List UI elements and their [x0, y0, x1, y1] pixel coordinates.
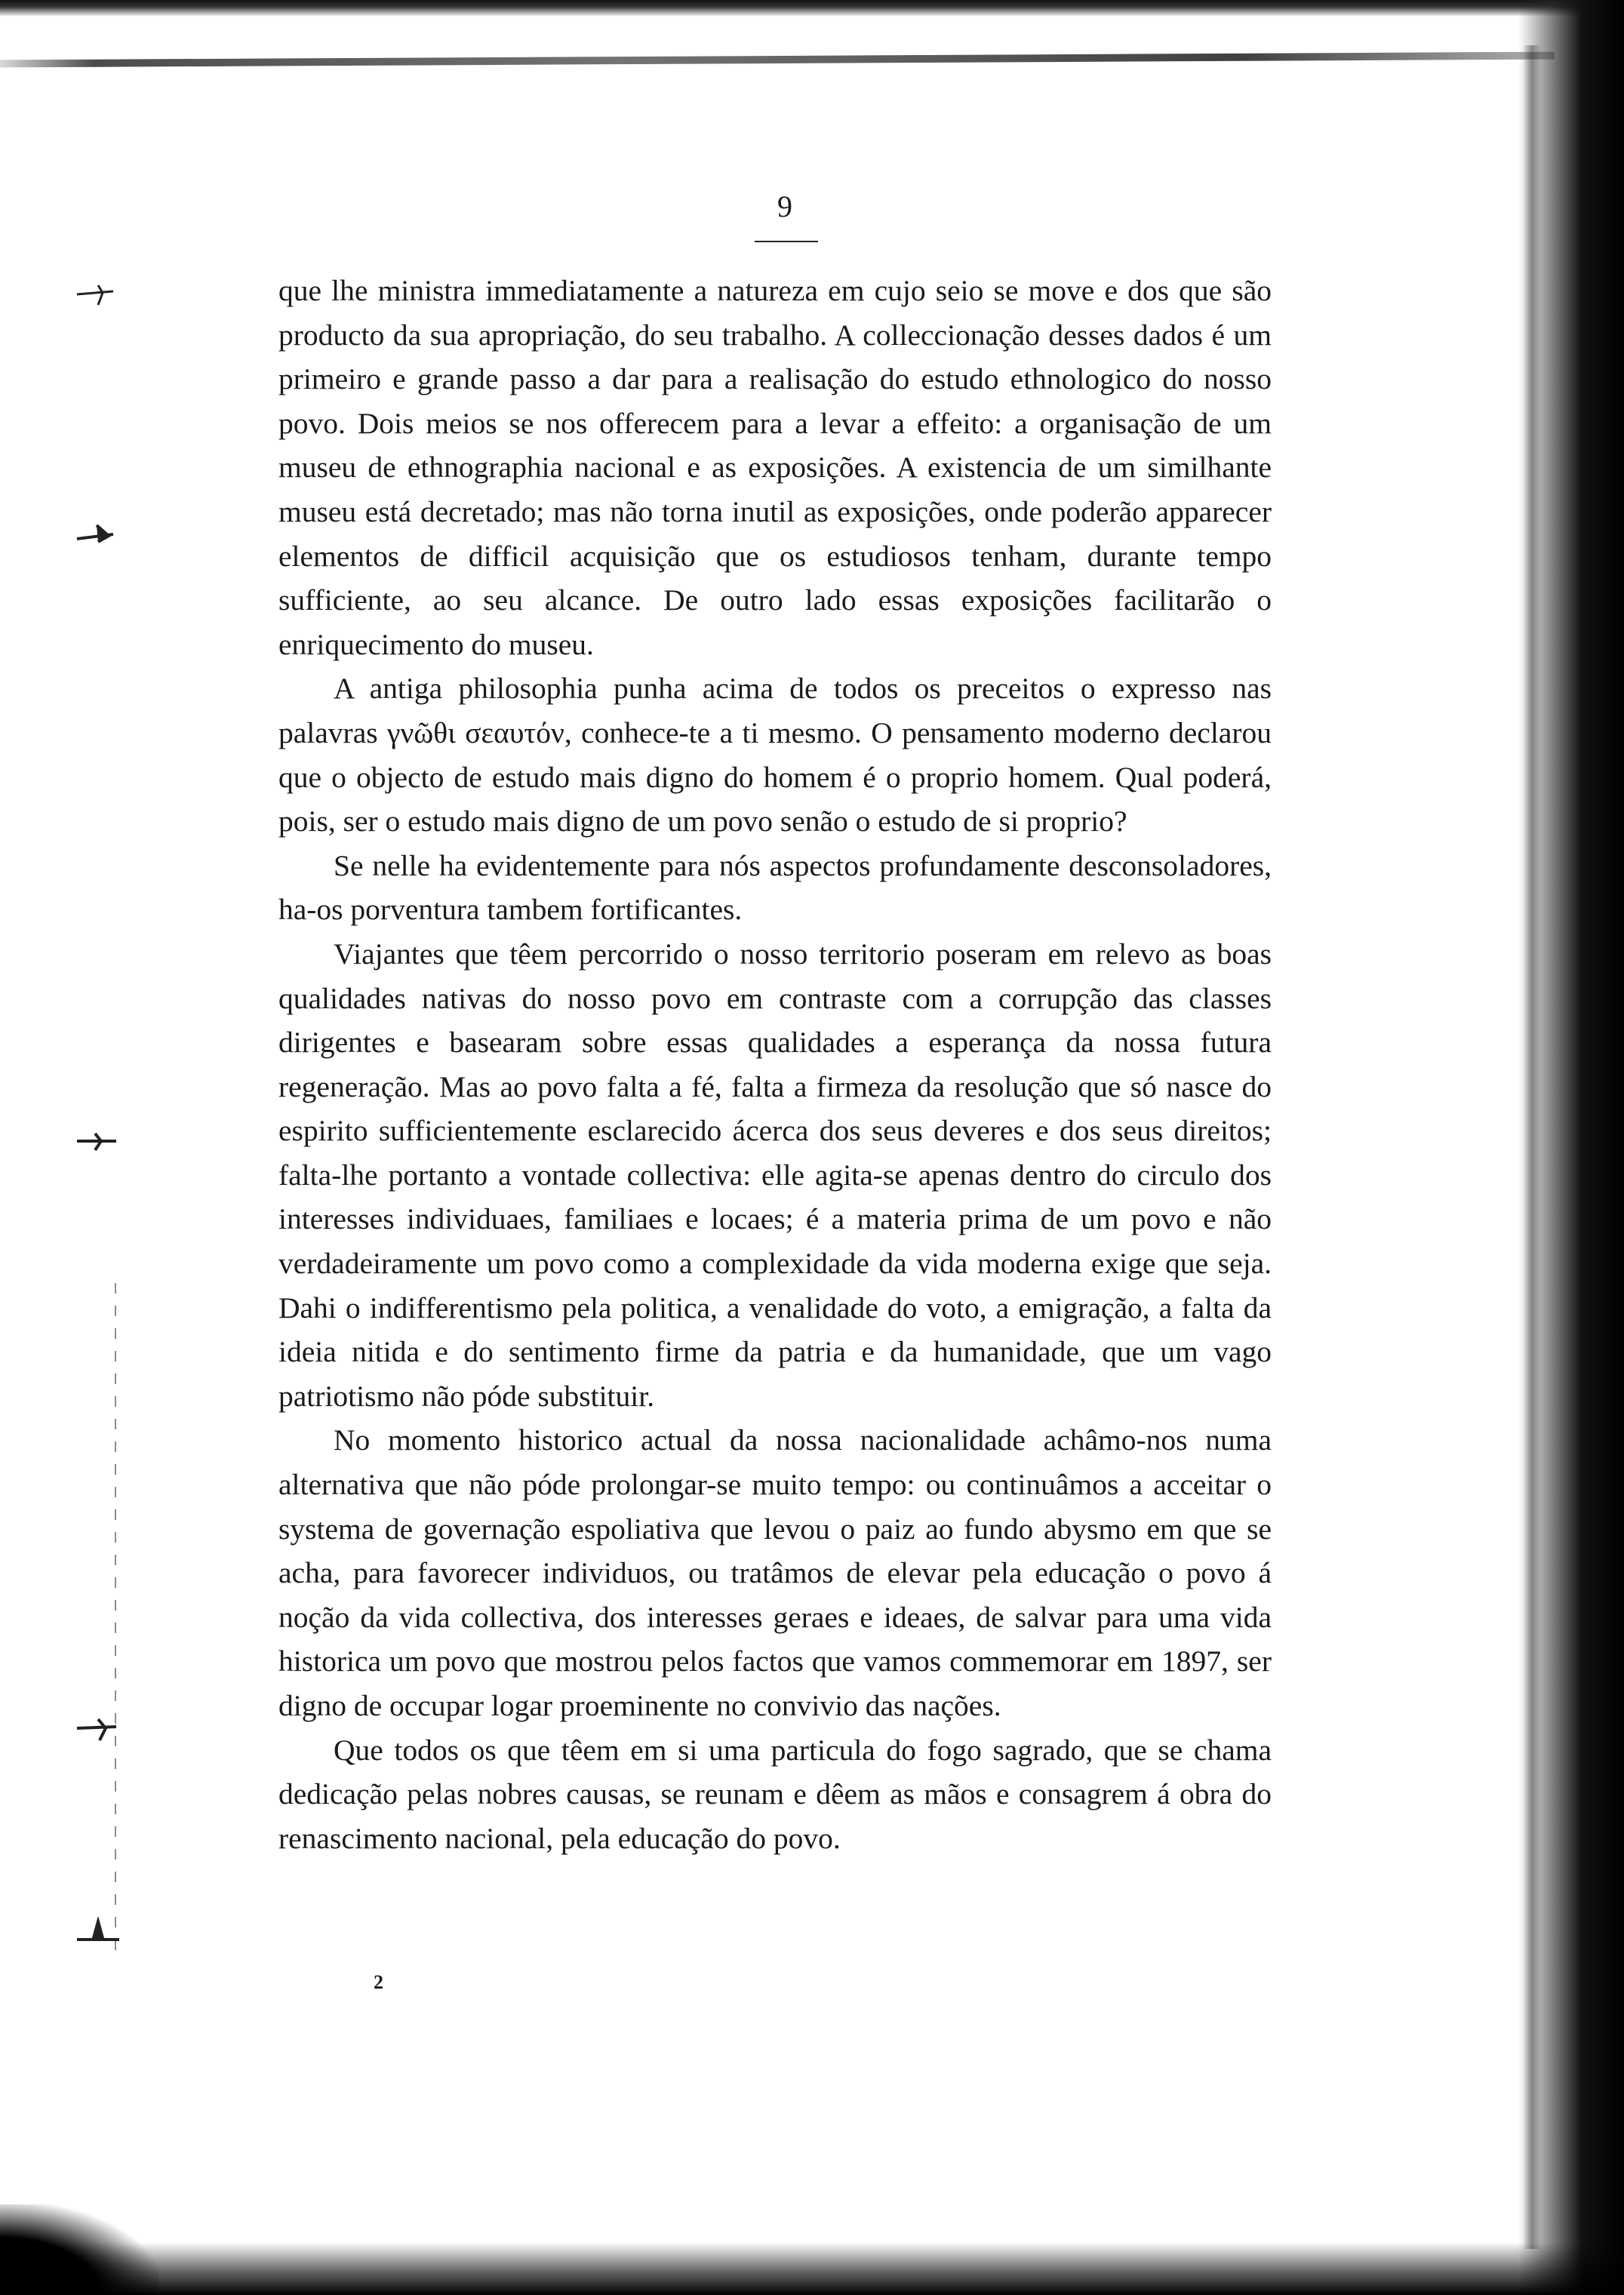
margin-dotted-line: [115, 1283, 116, 1962]
binding-mark-icon: [75, 1126, 121, 1156]
binding-mark-icon: [75, 1917, 121, 1947]
paragraph-continuation: que lhe ministra immediatamente a natureza em cujo seio se move e dos que são producto da sua apropriação, do seu trabalho. A colleccionação desses dados é um primeiro e grande passo a dar para a realisação do estudo ethnologico do nosso povo. Dois meios se nos offerecem para a levar a effeito: a organisação de um museu de ethnographia nacional e as exposições. A existencia de um similhante museu está decretado; mas não torna inutil as exposições, onde poderão apparecer elementos de difficil acquisição que os estudiosos tenham, durante tempo sufficiente, ao seu alcance. De outro lado essas exposições facilitarão o enriquecimento do museu.: [278, 274, 1272, 661]
page-number-rule: [755, 241, 818, 242]
scan-bottom-edge: [0, 2242, 1624, 2295]
scan-bottom-left-blot: [0, 2204, 158, 2295]
scan-top-rule: [0, 52, 1555, 68]
paragraph: Que todos os que têem em si uma particula do fogo sagrado, que se chama dedicação pelas nobres causas, se reunam e dêem as mãos e consagrem á obra do renascimento nacional, pela educação do povo.: [278, 1733, 1272, 1855]
paragraph: Se nelle ha evidentemente para nós aspectos profundamente desconsoladores, ha-os porventura tambem fortificantes.: [278, 848, 1272, 927]
binding-mark-icon: [75, 278, 121, 308]
paragraph: Viajantes que têem percorrido o nosso territorio poseram em relevo as boas qualidades nativas do nosso povo em contraste com a corrupção das classes dirigentes e basearam sobre essas qualidades a esperança da nossa futura regeneração. Mas ao povo falta a fé, falta a firmeza da resolução que só nasce do espirito sufficientemente esclarecido ácerca dos seus deveres e dos seus direitos; falta-lhe portanto a vontade collectiva: elle agita-se apenas dentro do circulo dos interesses individuaes, familiaes e locaes; é a materia prima de um povo e não verdadeiramente um povo como a complexidade da vida moderna exige que seja. Dahi o indifferentismo pela politica, a venalidade do voto, a emigração, a falta da ideia nitida e do sentimento firme da patria e da humanidade, que um vago patriotismo não póde substituir.: [278, 937, 1272, 1413]
paragraph: A antiga philosophia punha acima de todos os preceitos o expresso nas palavras γνῶθι σεαυτόν, conhece-te a ti mesmo. O pensamento moderno declarou que o objecto de estudo mais digno do homem é o proprio homem. Qual poderá, pois, ser o estudo mais digno de um povo senão o estudo de si proprio?: [278, 672, 1272, 838]
binding-mark-icon: [75, 519, 121, 549]
signature-mark: 2: [374, 1971, 383, 1993]
paragraph: No momento historico actual da nossa nacionalidade achâmo-nos numa alternativa que não póde prolongar-se muito tempo: ou continuâmos a acceitar o systema de governação espoliativa que levou o paiz ao fundo abysmo em que se acha, para favorecer individuos, ou tratâmos de elevar pela educação o povo á noção da vida collectiva, dos interesses geraes e ideaes, de salvar para uma vida historica um povo que mostrou pelos factos que vamos commemorar em 1897, ser digno de occupar logar proeminente no convivio das nações.: [278, 1423, 1272, 1722]
body-text: [278, 269, 1272, 1860]
scan-top-edge: [0, 0, 1624, 17]
page-number: 9: [777, 189, 792, 223]
scan-right-edge-shadow: [1523, 45, 1541, 2249]
binding-mark-icon: [75, 1713, 121, 1743]
